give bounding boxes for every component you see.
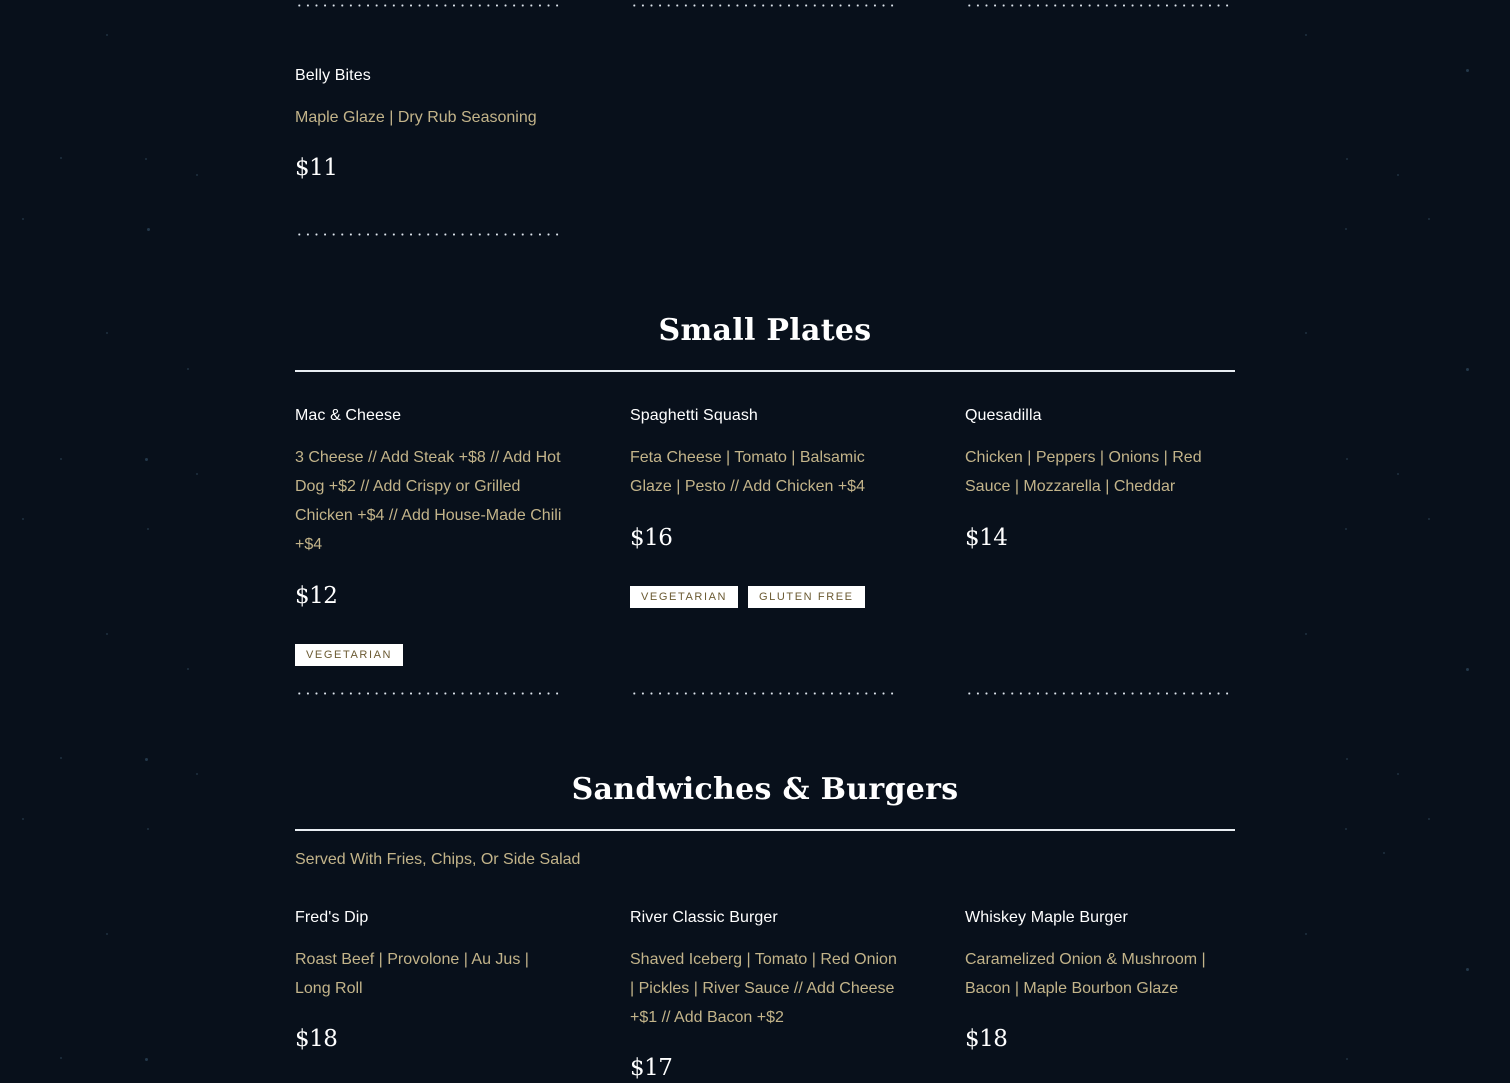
- section-subtitle: Served With Fries, Chips, Or Side Salad: [295, 851, 581, 868]
- vegetarian-tag: VEGETARIAN: [295, 644, 403, 666]
- item-description: Maple Glaze | Dry Rub Seasoning: [295, 109, 537, 126]
- vegetarian-tag: VEGETARIAN: [630, 586, 738, 608]
- gluten-free-tag: GLUTEN FREE: [748, 586, 865, 608]
- item-description: Chicken | Peppers | Onions | Red Sauce | Mozzarella | Cheddar: [965, 449, 1202, 495]
- item-price: $18: [295, 1026, 338, 1052]
- item-name: Fred's Dip: [295, 909, 369, 926]
- item-divider: [295, 4, 563, 7]
- section-divider: [295, 370, 1235, 372]
- item-price: $14: [965, 525, 1008, 551]
- item-name: Quesadilla: [965, 407, 1042, 424]
- item-description: 3 Cheese // Add Steak +$8 // Add Hot Dog +$2 // Add Crispy or Grilled Chicken +$4 // Add House-Made Chili +$4: [295, 449, 562, 553]
- item-description: Shaved Iceberg | Tomato | Red Onion | Pickles | River Sauce // Add Cheese +$1 // Add Bacon +$2: [630, 951, 897, 1026]
- item-divider: [630, 4, 898, 7]
- item-name: Belly Bites: [295, 67, 371, 84]
- item-name: River Classic Burger: [630, 909, 778, 926]
- item-description: Roast Beef | Provolone | Au Jus | Long Roll: [295, 951, 529, 997]
- item-divider: [295, 692, 563, 695]
- item-divider: [630, 692, 898, 695]
- item-price: $11: [295, 155, 338, 181]
- item-price: $16: [630, 525, 673, 551]
- item-divider: [295, 233, 563, 236]
- item-name: Mac & Cheese: [295, 407, 402, 424]
- item-description: Caramelized Onion & Mushroom | Bacon | Maple Bourbon Glaze: [965, 951, 1206, 997]
- section-title: Small Plates: [658, 313, 872, 348]
- item-price: $18: [965, 1026, 1008, 1052]
- item-description: Feta Cheese | Tomato | Balsamic Glaze | Pesto // Add Chicken +$4: [630, 449, 865, 495]
- item-divider: [965, 692, 1233, 695]
- item-name: Whiskey Maple Burger: [965, 909, 1128, 926]
- item-price: $17: [630, 1055, 673, 1081]
- item-divider: [965, 4, 1233, 7]
- item-price: $12: [295, 583, 338, 609]
- section-title: Sandwiches & Burgers: [571, 772, 959, 807]
- item-name: Spaghetti Squash: [630, 407, 758, 424]
- section-divider: [295, 829, 1235, 831]
